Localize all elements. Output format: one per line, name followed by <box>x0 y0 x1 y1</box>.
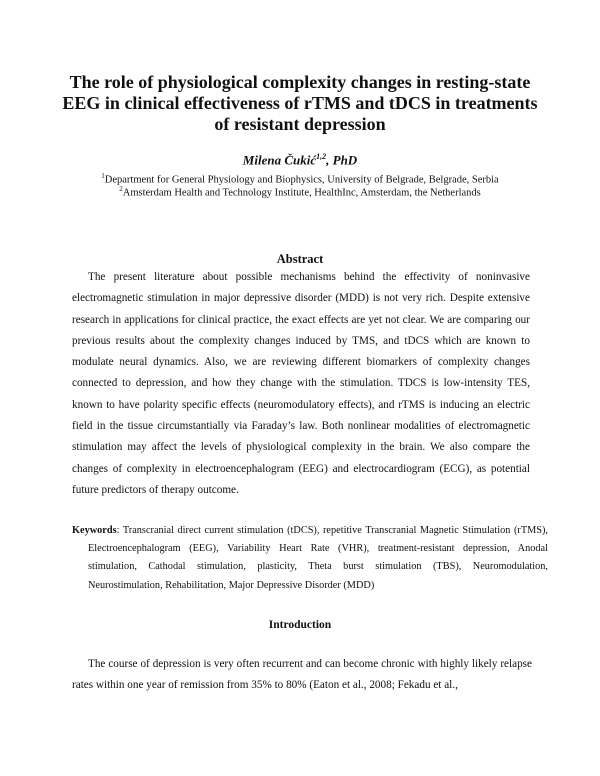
abstract-text: The present literature about possible mechanisms behind the effectivity of noninvasive electromagnetic stimulation in major depressive disorder (MDD) is not very rich. Despite extensive research in applications for clinical practice, the exact effects are yet not clear. We are comparing our previous results about the complexity changes induced by TMS, and tDCS which are known to modulate neural dynamics. Also, we are reviewing different biomarkers of complexity changes connected to depression, and how they change with the stimulation. TDCS is low-intensity TES, known to have polarity specific effects (neuromodulatory effects), and rTMS is inducing an electric field in the tissue circumstantially via Faraday’s law. Both nonlinear modalities of electromagnetic stimulation may affect the levels of physiological complexity in the brain. We also compare the changes of complexity in electroencephalogram (EEG) and electrocardiogram (ECG), as potential future predictors of therapy outcome. <box>72 271 530 496</box>
affiliation-1-mark: 1 <box>101 172 105 180</box>
paper-title: The role of physiological complexity changes in resting-state EEG in clinical effectiveness of rTMS and tDCS in treatments of resistant depression <box>62 72 538 134</box>
abstract-heading: Abstract <box>276 252 324 266</box>
introduction-text: The course of depression is very often recurrent and can become chronic with highly likely relapse rates within one year of remission from 35% to 80% (Eaton et al., 2008; Fekadu et al., <box>72 658 532 692</box>
author-affiliation-marks: 1,2 <box>316 152 327 161</box>
author-degree: , PhD <box>326 152 358 168</box>
keywords-label: Keywords <box>72 525 117 536</box>
affiliation-1-text: Department for General Physiology and Biophysics, University of Belgrade, Belgrade, Serbia <box>104 174 499 186</box>
affiliation-2-mark: 2 <box>119 185 123 193</box>
author-name: Milena Čukić <box>242 152 317 168</box>
keywords-paragraph <box>72 522 548 595</box>
author-line <box>0 152 600 168</box>
keywords-text: : Transcranial direct current stimulation (tDCS), repetitive Transcranial Magnetic Stimulation (rTMS), Electroencephalogram (EEG), Variability Heart Rate (VHR), treatment-resistant depression, Anodal stimulation, Cathodal stimulation, plasticity, Theta burst stimulation (TBS), Neuromodulation, Neurostimulation, Rehabilitation, Major Depressive Disorder (MDD) <box>88 525 548 591</box>
affiliation-2 <box>0 183 600 200</box>
affiliation-2-text: Amsterdam Health and Technology Institute, HealthInc, Amsterdam, the Netherlands <box>122 187 481 199</box>
introduction-heading: Introduction <box>268 619 332 631</box>
